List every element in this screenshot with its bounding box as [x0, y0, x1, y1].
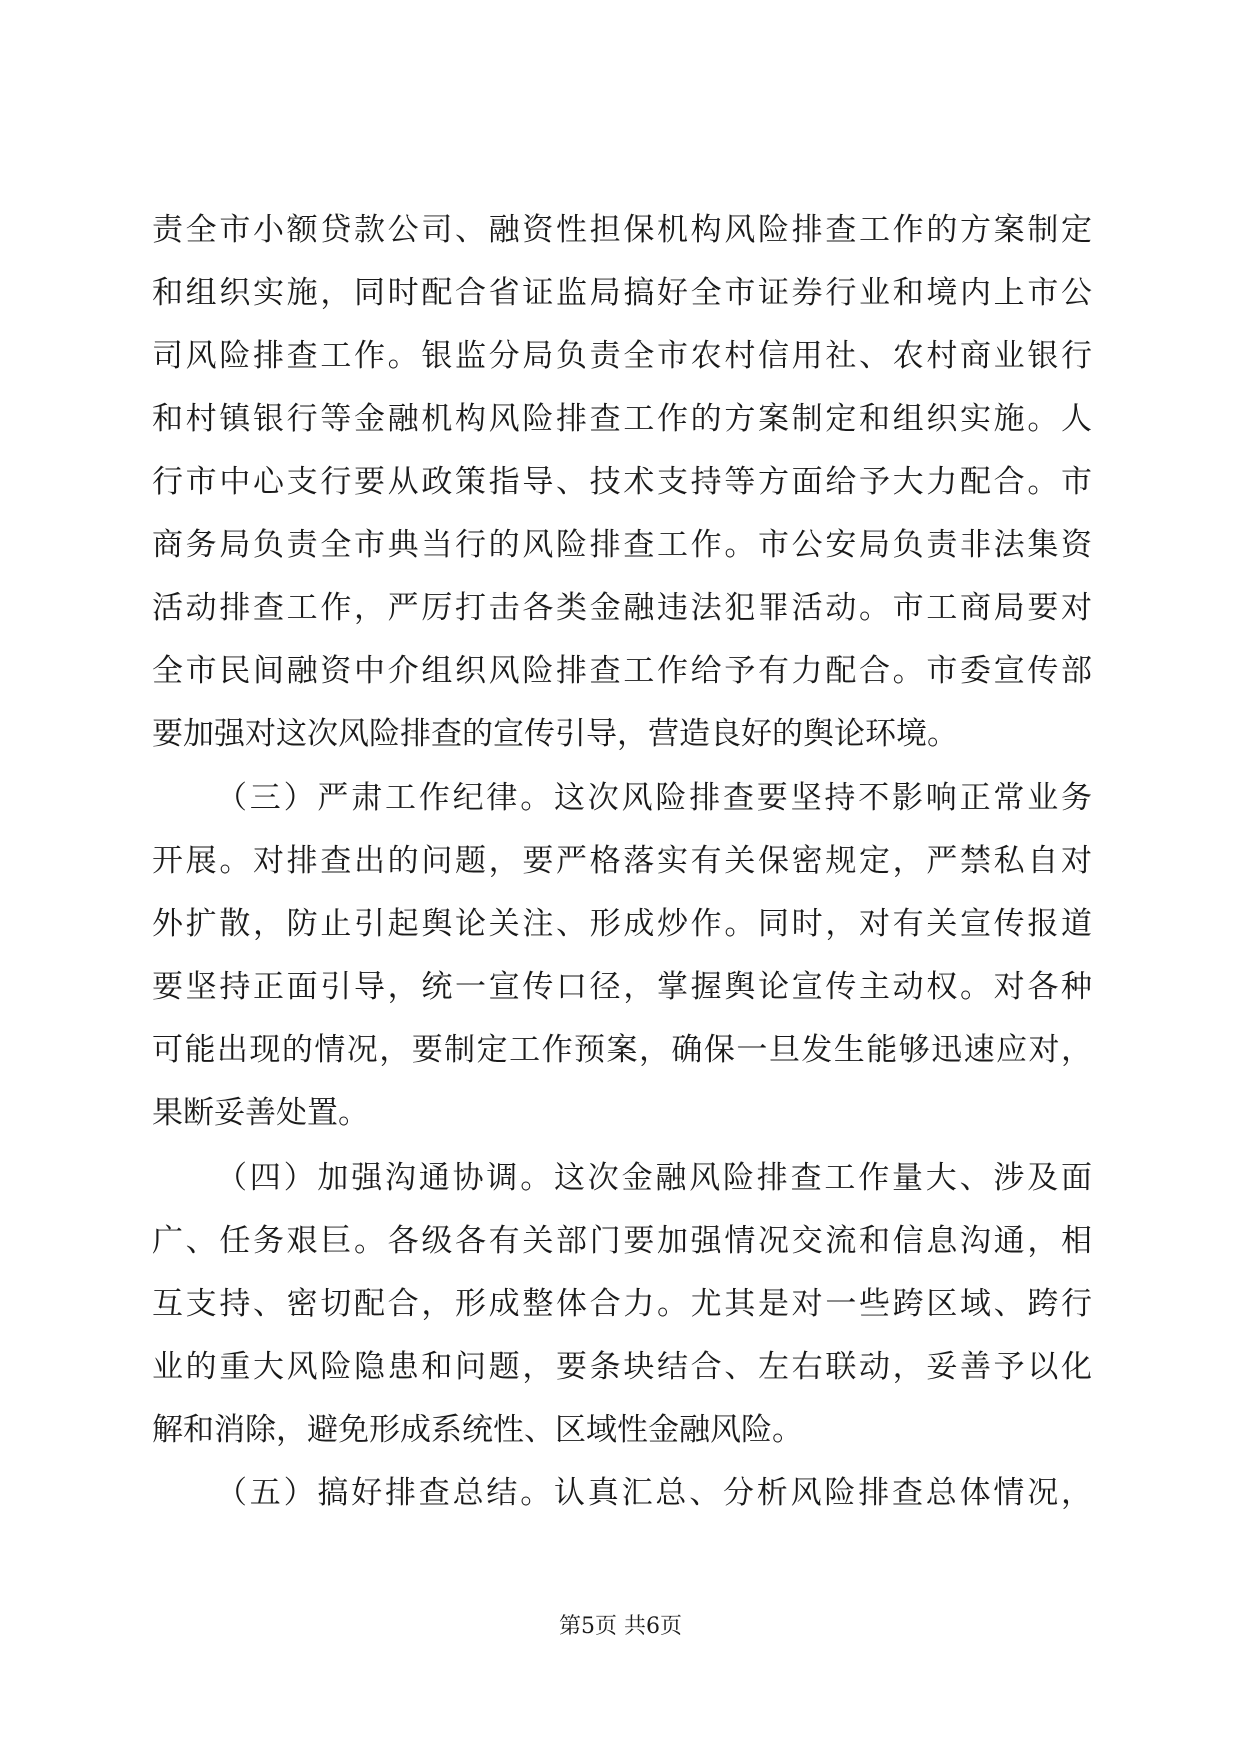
- text-line-13: 要坚持正面引导，统一宣传口径，掌握舆论宣传主动权。对各种: [152, 969, 1092, 1005]
- text-line-7: 活动排查工作，严厉打击各类金融违法犯罪活动。市工商局要对: [152, 590, 1092, 626]
- text-line-4: 和村镇银行等金融机构风险排查工作的方案制定和组织实施。人: [152, 401, 1092, 437]
- text-line-1: 责全市小额贷款公司、融资性担保机构风险排查工作的方案制定: [152, 212, 1092, 248]
- text-line-21: （五）搞好排查总结。认真汇总、分析风险排查总体情况，: [216, 1475, 1092, 1511]
- text-line-20: 解和消除，避免形成系统性、区域性金融风险。: [152, 1412, 803, 1448]
- text-line-14: 可能出现的情况，要制定工作预案，确保一旦发生能够迅速应对，: [152, 1032, 1092, 1068]
- text-line-18: 互支持、密切配合，形成整体合力。尤其是对一些跨区域、跨行: [152, 1286, 1092, 1322]
- text-line-8: 全市民间融资中介组织风险排查工作给予有力配合。市委宣传部: [152, 653, 1092, 689]
- text-line-10: （三）严肃工作纪律。这次风险排查要坚持不影响正常业务: [216, 780, 1092, 816]
- text-line-16: （四）加强沟通协调。这次金融风险排查工作量大、涉及面: [216, 1160, 1092, 1196]
- text-line-3: 司风险排查工作。银监分局负责全市农村信用社、农村商业银行: [152, 338, 1092, 374]
- text-line-2: 和组织实施，同时配合省证监局搞好全市证券行业和境内上市公: [152, 275, 1092, 311]
- text-line-12: 外扩散，防止引起舆论关注、形成炒作。同时，对有关宣传报道: [152, 906, 1092, 942]
- page-footer: 第5页 共6页: [559, 1614, 682, 1639]
- text-line-11: 开展。对排查出的问题，要严格落实有关保密规定，严禁私自对: [152, 843, 1092, 879]
- text-line-19: 业的重大风险隐患和问题，要条块结合、左右联动，妥善予以化: [152, 1349, 1092, 1385]
- text-line-9: 要加强对这次风险排查的宣传引导，营造良好的舆论环境。: [152, 716, 958, 752]
- text-line-15: 果断妥善处置。: [152, 1095, 369, 1131]
- text-line-6: 商务局负责全市典当行的风险排查工作。市公安局负责非法集资: [152, 527, 1092, 563]
- text-line-17: 广、任务艰巨。各级各有关部门要加强情况交流和信息沟通，相: [152, 1223, 1092, 1259]
- text-line-5: 行市中心支行要从政策指导、技术支持等方面给予大力配合。市: [152, 464, 1092, 500]
